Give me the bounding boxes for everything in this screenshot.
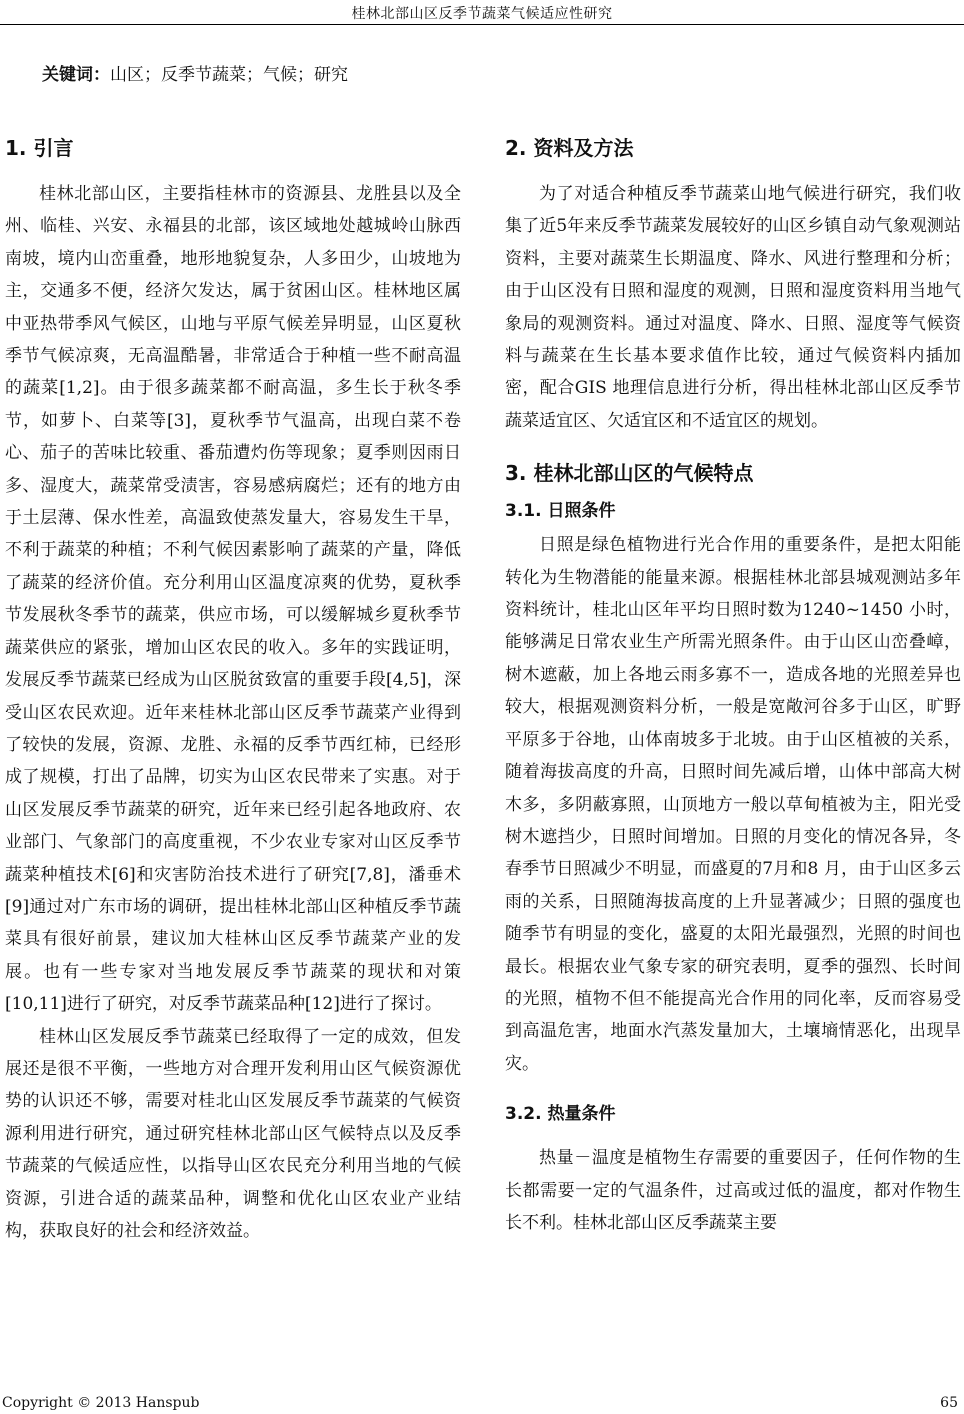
footer-page-number: 65 (940, 1395, 958, 1411)
subsection-3-2-title: 3.2. 热量条件 (505, 1104, 616, 1125)
heat-paragraph: 热量－温度是植物生存需要的重要因子，任何作物的生长都需要一定的气温条件，过高或过低的温度，都对作物生长不利。桂林北部山区反季蔬菜主要 (505, 1148, 961, 1233)
right-column (505, 128, 961, 1239)
keywords-text: 山区；反季节蔬菜；气候；研究 (110, 65, 348, 85)
running-header: 桂林北部山区反季节蔬菜气候适应性研究 (351, 6, 613, 22)
section-3-title: 3. 桂林北部山区的气候特点 (505, 461, 754, 486)
subsection-3-1-title: 3.1. 日照条件 (505, 501, 616, 522)
header-divider (0, 24, 964, 25)
keywords-label: 关键词： (42, 65, 110, 85)
section-2-title: 2. 资料及方法 (505, 136, 634, 160)
intro-paragraph-2: 桂林山区发展反季节蔬菜已经取得了一定的成效，但发展还是很不平衡，一些地方对合理开发利用山区气候资源优势的认识还不够，需要对桂北山区发展反季节蔬菜的气候资源利用进行研究，通过研究桂林北部山区气候特点以及反季节蔬菜的气候适应性，以指导山区农民充分利用当地的气候资源，引进合适的蔬菜品种，调整和优化山区农业产业结构，获取良好的社会和经济效益。 (5, 1026, 461, 1241)
sunshine-paragraph: 日照是绿色植物进行光合作用的重要条件，是把太阳能转化为生物潜能的能量来源。根据桂林北部县城观测站多年资料统计，桂北山区年平均日照时数为1240~1450 小时，能够满足日常农业生产所需光照条件。由于山区山峦叠嶂，树木遮蔽，加上各地云雨多寡不一，造成各地的光照差异也较大，根据观测资料分析，一般是宽敞河谷多于山区，旷野平原多于谷地，山体南坡多于北坡。由于山区植被的关系，随着海拔高度的升高，日照时间先减后增，山体中部高大树木多，多阴蔽寡照，山顶地方一般以草甸植被为主，阳光受树木遮挡少，日照时间增加。日照的月变化的情况各异，冬春季节日照减少不明显，而盛夏的7月和8 月，由于山区多云雨的关系，日照随海拔高度的上升显著减少；日照的强度也随季节有明显的变化，盛夏的太阳光最强烈，光照的时间也最长。根据农业气象专家的研究表明，夏季的强烈、长时间的光照，植物不但不能提高光合作用的同化率，反而容易受到高温危害，地面水汽蒸发量加大，土壤墒情恶化，出现旱灾。 (505, 535, 961, 1074)
methods-paragraph: 为了对适合种植反季节蔬菜山地气候进行研究，我们收集了近5年来反季节蔬菜发展较好的山区乡镇自动气象观测站资料，主要对蔬菜生长期温度、降水、风进行整理和分析；由于山区没有日照和湿度的观测，日照和湿度资料用当地气象局的观测资料。通过对温度、降水、日照、湿度等气候资料与蔬菜在生长基本要求值作比较，通过气候资料内插加密，配合GIS 地理信息进行分析，得出桂林北部山区反季节蔬菜适宜区、欠适宜区和不适宜区的规划。 (505, 184, 961, 431)
footer-copyright: Copyright © 2013 Hanspub (2, 1395, 200, 1411)
left-column (5, 128, 461, 1247)
intro-paragraph-1: 桂林北部山区，主要指桂林市的资源县、龙胜县以及全州、临桂、兴安、永福县的北部，该区域地处越城岭山脉西南坡，境内山峦重叠，地形地貌复杂，人多田少，山坡地为主，交通多不便，经济欠发达，属于贫困山区。桂林地区属中亚热带季风气候区，山地与平原气候差异明显，山区夏秋季节气候凉爽，无高温酷暑，非常适合于种植一些不耐高温的蔬菜[1,2]。由于很多蔬菜都不耐高温，多生长于秋冬季节，如萝卜、白菜等[3]，夏秋季节气温高，出现白菜不卷心、茄子的苦味比较重、番茄遭灼伤等现象；夏季则因雨日多、湿度大，蔬菜常受渍害，容易感病腐烂；还有的地方由于土层薄、保水性差，高温致使蒸发量大，容易发生干旱，不利于蔬菜的种植；不利气候因素影响了蔬菜的产量，降低了蔬菜的经济价值。充分利用山区温度凉爽的优势，夏秋季节发展秋冬季节的蔬菜，供应市场，可以缓解城乡夏秋季节蔬菜供应的紧张，增加山区农民的收入。多年的实践证明，发展反季节蔬菜已经成为山区脱贫致富的重要手段[4,5]，深受山区农民欢迎。近年来桂林北部山区反季节蔬菜产业得到了较快的发展，资源、龙胜、永福的反季节西红柿，已经形成了规模，打出了品牌，切实为山区农民带来了实惠。对于山区发展反季节蔬菜的研究，近年来已经引起各地政府、农业部门、气象部门的高度重视，不少农业专家对山区反季节蔬菜种植技术[6]和灾害防治技术进行了研究[7,8]，潘垂术[9]通过对广东市场的调研，提出桂林北部山区种植反季节蔬菜具有很好前景，建议加大桂林山区反季节蔬菜产业的发展。也有一些专家对当地发展反季节蔬菜的现状和对策[10,11]进行了研究，对反季节蔬菜品种[12]进行了探讨。 (5, 184, 461, 1015)
section-1-title: 1. 引言 (5, 136, 74, 160)
keywords-line (42, 60, 348, 85)
